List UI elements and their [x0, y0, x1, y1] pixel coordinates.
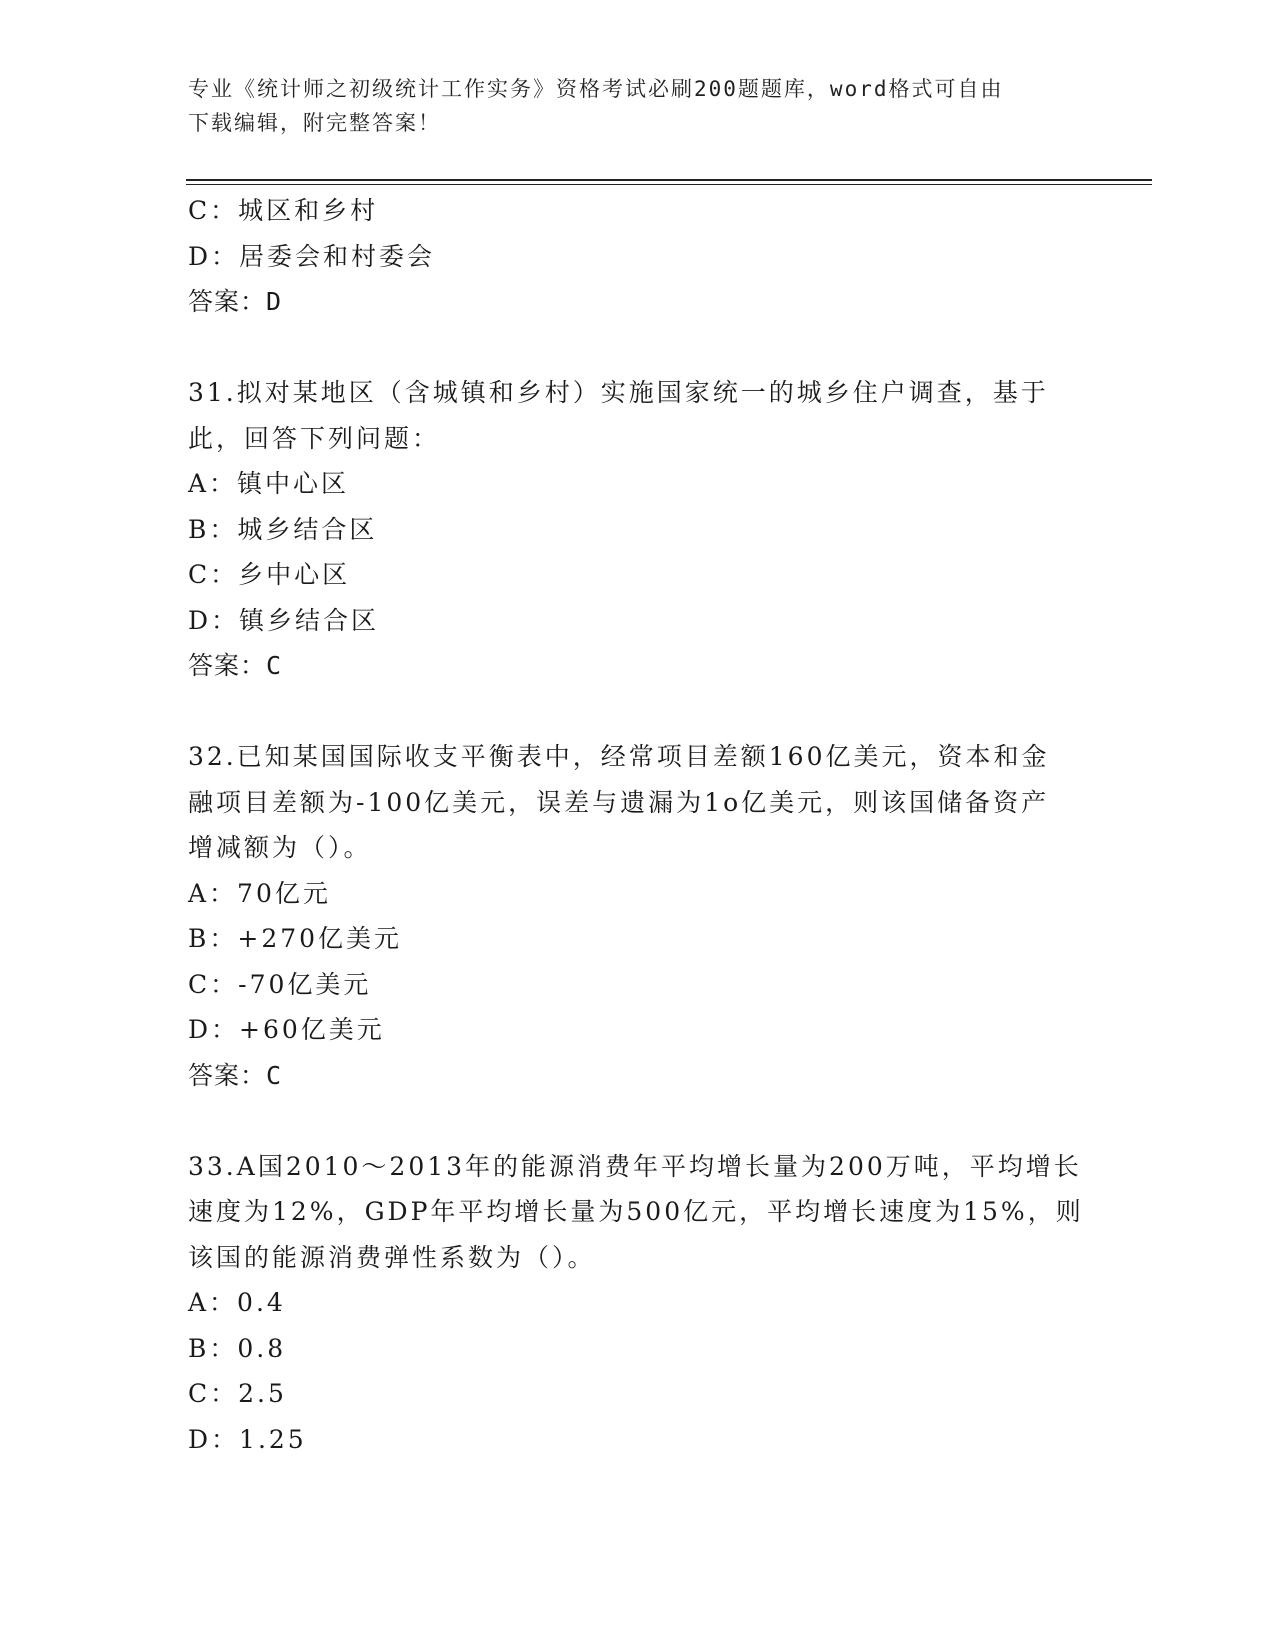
- question-continued: [188, 188, 1088, 325]
- question-stem: 32.已知某国国际收支平衡表中，经常项目差额160亿美元，资本和金: [188, 742, 1050, 771]
- option-c: C：城区和乡村: [188, 196, 379, 225]
- question-stem: 速度为12%，GDP年平均增长量为500亿元，平均增长速度为15%，则: [188, 1197, 1084, 1226]
- option-d: D：居委会和村委会: [188, 241, 436, 271]
- question-32: [188, 734, 1088, 1098]
- question-stem: 31.拟对某地区（含城镇和乡村）实施国家统一的城乡住户调查，基于: [188, 378, 1049, 407]
- question-stem: 33.A国2010～2013年的能源消费年平均增长量为200万吨，平均增长: [188, 1151, 1082, 1181]
- document-header: [188, 72, 1088, 140]
- question-stem: 此，回答下列问题：: [188, 423, 441, 453]
- option-c: C：乡中心区: [188, 560, 351, 589]
- option-d: D：镇乡结合区: [188, 605, 380, 635]
- option-b: B：城乡结合区: [188, 514, 378, 544]
- question-stem: 增减额为（）。: [188, 833, 372, 862]
- header-divider-thin: [186, 184, 1152, 185]
- option-d: D：1.25: [188, 1424, 307, 1454]
- header-divider-thick: [186, 179, 1152, 181]
- spacer: [188, 325, 1088, 371]
- option-c: C：-70亿美元: [188, 969, 372, 999]
- option-a: A：70亿元: [188, 878, 331, 908]
- question-stem: 融项目差额为-100亿美元，误差与遗漏为1o亿美元，则该国储备资产: [188, 787, 1050, 817]
- spacer: [188, 1098, 1088, 1144]
- document-body: [188, 188, 1088, 1462]
- answer-line: 答案：C: [188, 1060, 283, 1090]
- option-b: B：0.8: [188, 1333, 287, 1363]
- answer-line: 答案：D: [188, 287, 283, 316]
- option-d: D：+60亿美元: [188, 1015, 385, 1044]
- question-stem: 该国的能源消费弹性系数为（）。: [188, 1242, 596, 1272]
- option-b: B：+270亿美元: [188, 924, 403, 953]
- spacer: [188, 689, 1088, 735]
- option-a: A：镇中心区: [188, 469, 350, 498]
- option-a: A：0.4: [188, 1288, 286, 1317]
- option-c: C：2.5: [188, 1379, 287, 1408]
- question-31: [188, 370, 1088, 689]
- question-33: [188, 1144, 1088, 1463]
- header-line-2: 下载编辑，附完整答案！: [188, 111, 441, 135]
- answer-line: 答案：C: [188, 651, 283, 680]
- header-line-1: 专业《统计师之初级统计工作实务》资格考试必刷200题题库，word格式可自由: [188, 77, 1004, 101]
